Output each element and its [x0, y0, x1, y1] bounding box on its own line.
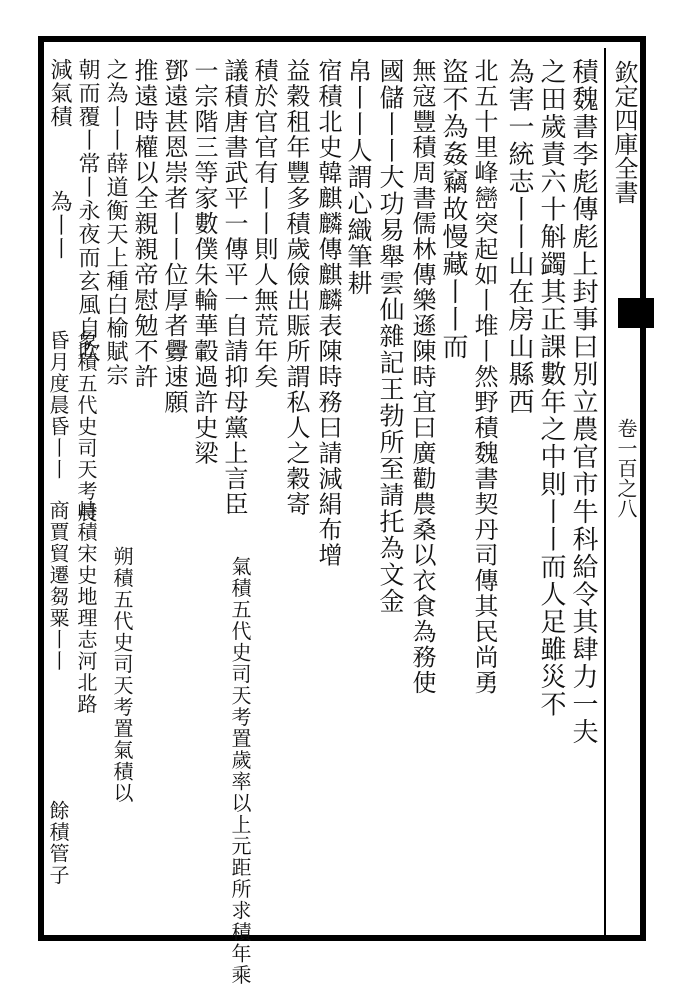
- text-column: 餘積管子: [46, 800, 70, 886]
- text-column: 推遠時權以全親親帝慰勉不許: [130, 58, 158, 390]
- text-column: 帛丨丨人謂心織筆耕: [344, 58, 373, 297]
- volume-label: 卷一百之八: [614, 418, 638, 518]
- text-column: 峙積宋史地理志河北路: [74, 500, 98, 715]
- text-column: 積於官官有丨丨則人無荒年矣: [250, 58, 278, 390]
- text-column: 商賈貿遷芻粟丨丨: [46, 500, 70, 672]
- text-column: 無寇豐積周書儒林傳樂遜陳時宜曰廣勸農桑以衣食為務使: [408, 58, 436, 696]
- text-column: 一宗階三等家數僕朱輪華轂過許史梁: [190, 58, 218, 466]
- book-title: 欽定四庫全書: [610, 60, 638, 204]
- text-column: 鄧遠甚恩崇者丨丨位厚者釁速願: [160, 58, 188, 415]
- text-column: 宿積北史韓麒麟傳麒麟表陳時務曰請減絹布增: [314, 58, 342, 568]
- text-column: 積魏書李彪傳彪上封事曰別立農官市牛科給令其肆力一夫: [568, 58, 598, 746]
- text-column: 為害一統志丨丨山在房山縣西: [504, 58, 534, 416]
- text-column: 盜不為姦竊故慢藏丨丨而: [438, 58, 468, 361]
- fishtail-mark: [618, 298, 654, 328]
- text-column: 氣積五代史司天考置歲率以上元距所求積年乘: [228, 556, 252, 986]
- text-column: 減氣積: [47, 58, 72, 129]
- text-column: 為丨丨: [47, 190, 72, 261]
- text-column: 象積五代史司天考晨: [74, 330, 98, 524]
- text-column: 國儲丨丨大功易舉雲仙雜記王勃所至請托為文金: [376, 58, 405, 615]
- text-column: 益穀租年豐多積歲儉出賑所謂私人之穀寄: [282, 58, 310, 517]
- text-column: 北五十里峰巒突起如丨堆丨然野積魏書契丹司傳其民尚勇: [470, 58, 498, 696]
- text-column: 昏月度晨昏丨丨: [46, 330, 70, 481]
- text-column: 朔積五代史司天考置氣積以: [110, 546, 134, 804]
- text-column: 朝而覆丨常丨永夜而玄風自吹: [75, 58, 100, 364]
- text-column: 之田歲責六十斛蠲其正課數年之中則丨丨而人足雖災不: [536, 58, 566, 718]
- text-column: 議積唐書武平一傳平一自請抑母黨上言臣: [220, 58, 248, 517]
- text-column: 之為丨丨薛道衡天上種白榆賦宗: [103, 58, 128, 387]
